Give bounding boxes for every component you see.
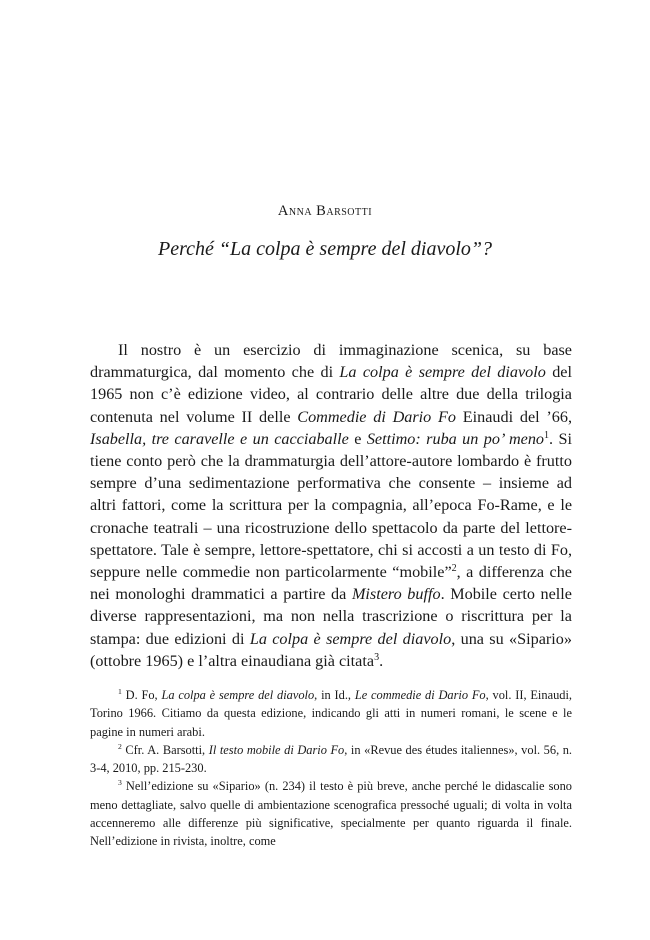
- footnote-marker: 3: [374, 651, 380, 663]
- italic-title: Il testo mobile di Dario Fo: [208, 742, 345, 757]
- italic-title: La colpa è sempre del diavolo: [161, 688, 315, 702]
- italic-title: La colpa è sempre del diavolo: [339, 363, 546, 382]
- footnote-3: $^3$ Nell’edizione su «Sipario» (n. 234) il testo è più breve, anche perché le didascalie sono meno dettagliate, salvo quelle di ambientazione scenografica pressoché uguali; di volta in volta accenneremo alle differenze più significative, specialmente per quanto riguarda il finale. Nell’edizione in rivista, inoltre, come: [90, 778, 572, 849]
- footnote-marker: 1: [118, 687, 122, 697]
- footnotes: [90, 686, 572, 851]
- body-paragraph: Il nostro è un esercizio di immaginazione scenica, su base drammaturgica, dal momento che di La colpa è sempre del diavolo del 1965 non c’è edizione video, al contrario delle altre due della trilogia contenuta nel volume II delle Commedie di Dario Fo Einaudi del ’66, Isabella, tre caravelle e un cacciaballe e Settimo: ruba un po’ meno$^1$. Si tiene conto però che la drammaturgia dell’attore-autore lombardo è frutto sempre d’una sedimentazione performativa che consente – insieme ad altri fattori, come la scrittura per la compagnia, all’epoca Fo-Rame, e le cronache teatrali – una ricostruzione dello spettacolo da parte del lettore-spettatore. Tale è sempre, lettore-spettatore, chi si accosti a un testo di Fo, seppure nelle commedie non particolarmente “mobile”$^2$, a differenza che nei monologhi drammatici a partire da Mistero buffo. Mobile certo nelle diverse rappresentazioni, ma non nella trascrizione o riscrittura per la stampa: due edizioni di La colpa è sempre del diavolo, una su «Sipario» (ottobre 1965) e l’altra einaudiana già citata$^3$.: [90, 341, 573, 670]
- footnote-1: $^1$ D. Fo, La colpa è sempre del diavolo, in Id., Le commedie di Dario Fo, vol. II, Einaudi, Torino 1966. Citiamo da questa edizione, indicando gli atti in numeri romani, le scene e le pagine in numeri arabi.: [90, 687, 573, 739]
- italic-title: Isabella, tre caravelle e un cacciaballe: [90, 429, 349, 448]
- italic-title: La colpa è sempre del diavolo: [249, 629, 452, 648]
- footnote-2: $^2$ Cfr. A. Barsotti, Il testo mobile di Dario Fo, in «Revue des études italiennes», vol. 56, n. 3-4, 2010, pp. 215-230.: [90, 742, 573, 776]
- italic-title: Settimo: ruba un po’ meno: [366, 429, 545, 448]
- body-text: [90, 339, 572, 672]
- footnote-marker: 2: [118, 742, 122, 752]
- footnote-marker: 3: [118, 778, 122, 788]
- italic-title: Commedie di Dario Fo: [297, 407, 456, 426]
- footnote-marker: 1: [544, 429, 550, 441]
- italic-title: Mistero buffo: [351, 585, 441, 604]
- article-title: Perché “La colpa è sempre del diavolo”?: [157, 238, 492, 260]
- italic-title: Le commedie di Dario Fo: [354, 688, 486, 702]
- author-name: Anna Barsotti: [277, 203, 373, 219]
- footnote-marker: 2: [451, 562, 457, 574]
